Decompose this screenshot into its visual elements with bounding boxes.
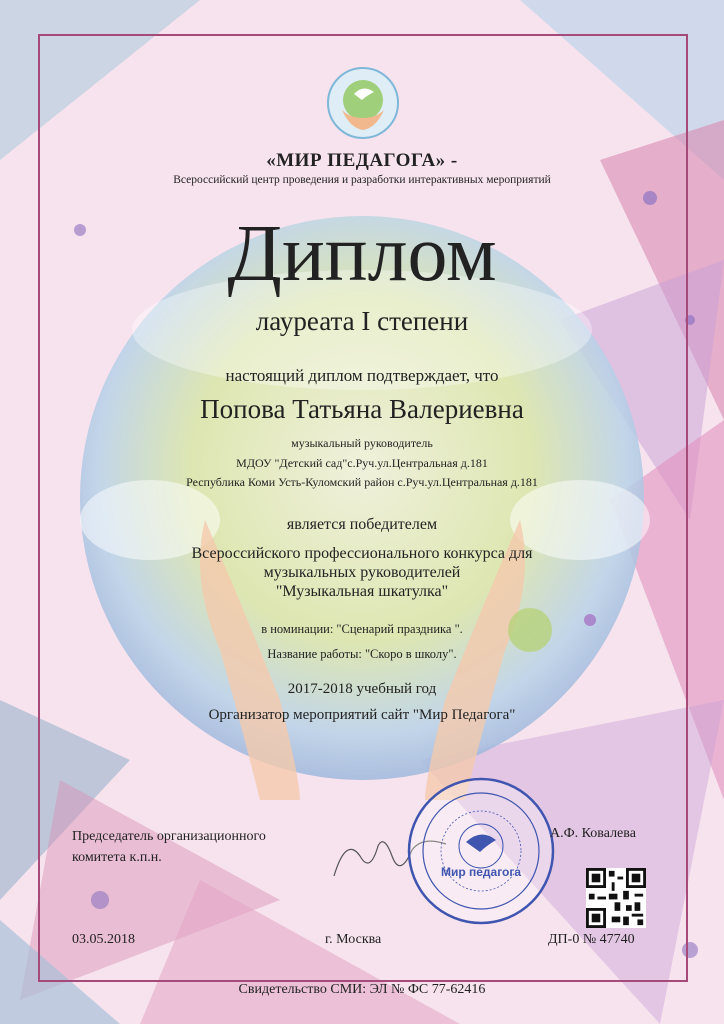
issue-date: 03.05.2018	[72, 932, 135, 947]
nomination: в номинации: "Сценарий праздника ".	[261, 622, 463, 636]
contest-line-2: музыкальных руководителей	[263, 564, 461, 581]
seal-text: Мир педагога	[440, 865, 522, 879]
stamp-seal	[406, 776, 556, 926]
chair-title	[72, 826, 332, 868]
confirm-text: настоящий диплом подтверждает, что	[225, 366, 499, 385]
school-year: 2017-2018 учебный год	[287, 681, 437, 697]
qr-code	[586, 868, 646, 928]
org-name: «МИР ПЕДАГОГА» -	[266, 150, 458, 171]
diploma-title: Диплом	[227, 210, 497, 298]
issue-city: г. Москва	[325, 932, 382, 947]
chair-line-1: Председатель организационного	[72, 829, 266, 844]
signer-name: А.Ф. Ковалева	[550, 826, 636, 841]
winner-text: является победителем	[286, 516, 438, 533]
organizer: Организатор мероприятий сайт "Мир Педагога"	[208, 707, 516, 723]
contest-name	[0, 544, 724, 601]
recipient-name: Попова Татьяна Валериевна	[200, 394, 524, 424]
contest-line-3: "Музыкальная шкатулка"	[275, 583, 449, 600]
org-subtitle: Всероссийский центр проведения и разработки интерактивных мероприятий	[173, 174, 551, 186]
diploma-subtitle: лауреата I степени	[255, 306, 469, 336]
recipient-institution: МДОУ "Детский сад"с.Руч.ул.Центральная д.181	[236, 456, 488, 470]
chair-line-2: комитета к.п.н.	[72, 850, 162, 865]
org-logo-icon	[326, 66, 400, 140]
contest-line-1: Всероссийского профессионального конкурса для	[191, 545, 533, 562]
media-certificate: Свидетельство СМИ: ЭЛ № ФС 77-62416	[238, 982, 486, 997]
recipient-position: музыкальный руководитель	[291, 436, 433, 450]
recipient-address: Республика Коми Усть-Куломский район с.Руч.ул.Центральная д.181	[186, 475, 538, 489]
diploma-number: ДП-0 № 47740	[548, 932, 635, 947]
work-title: Название работы: "Скоро в школу".	[267, 647, 457, 661]
